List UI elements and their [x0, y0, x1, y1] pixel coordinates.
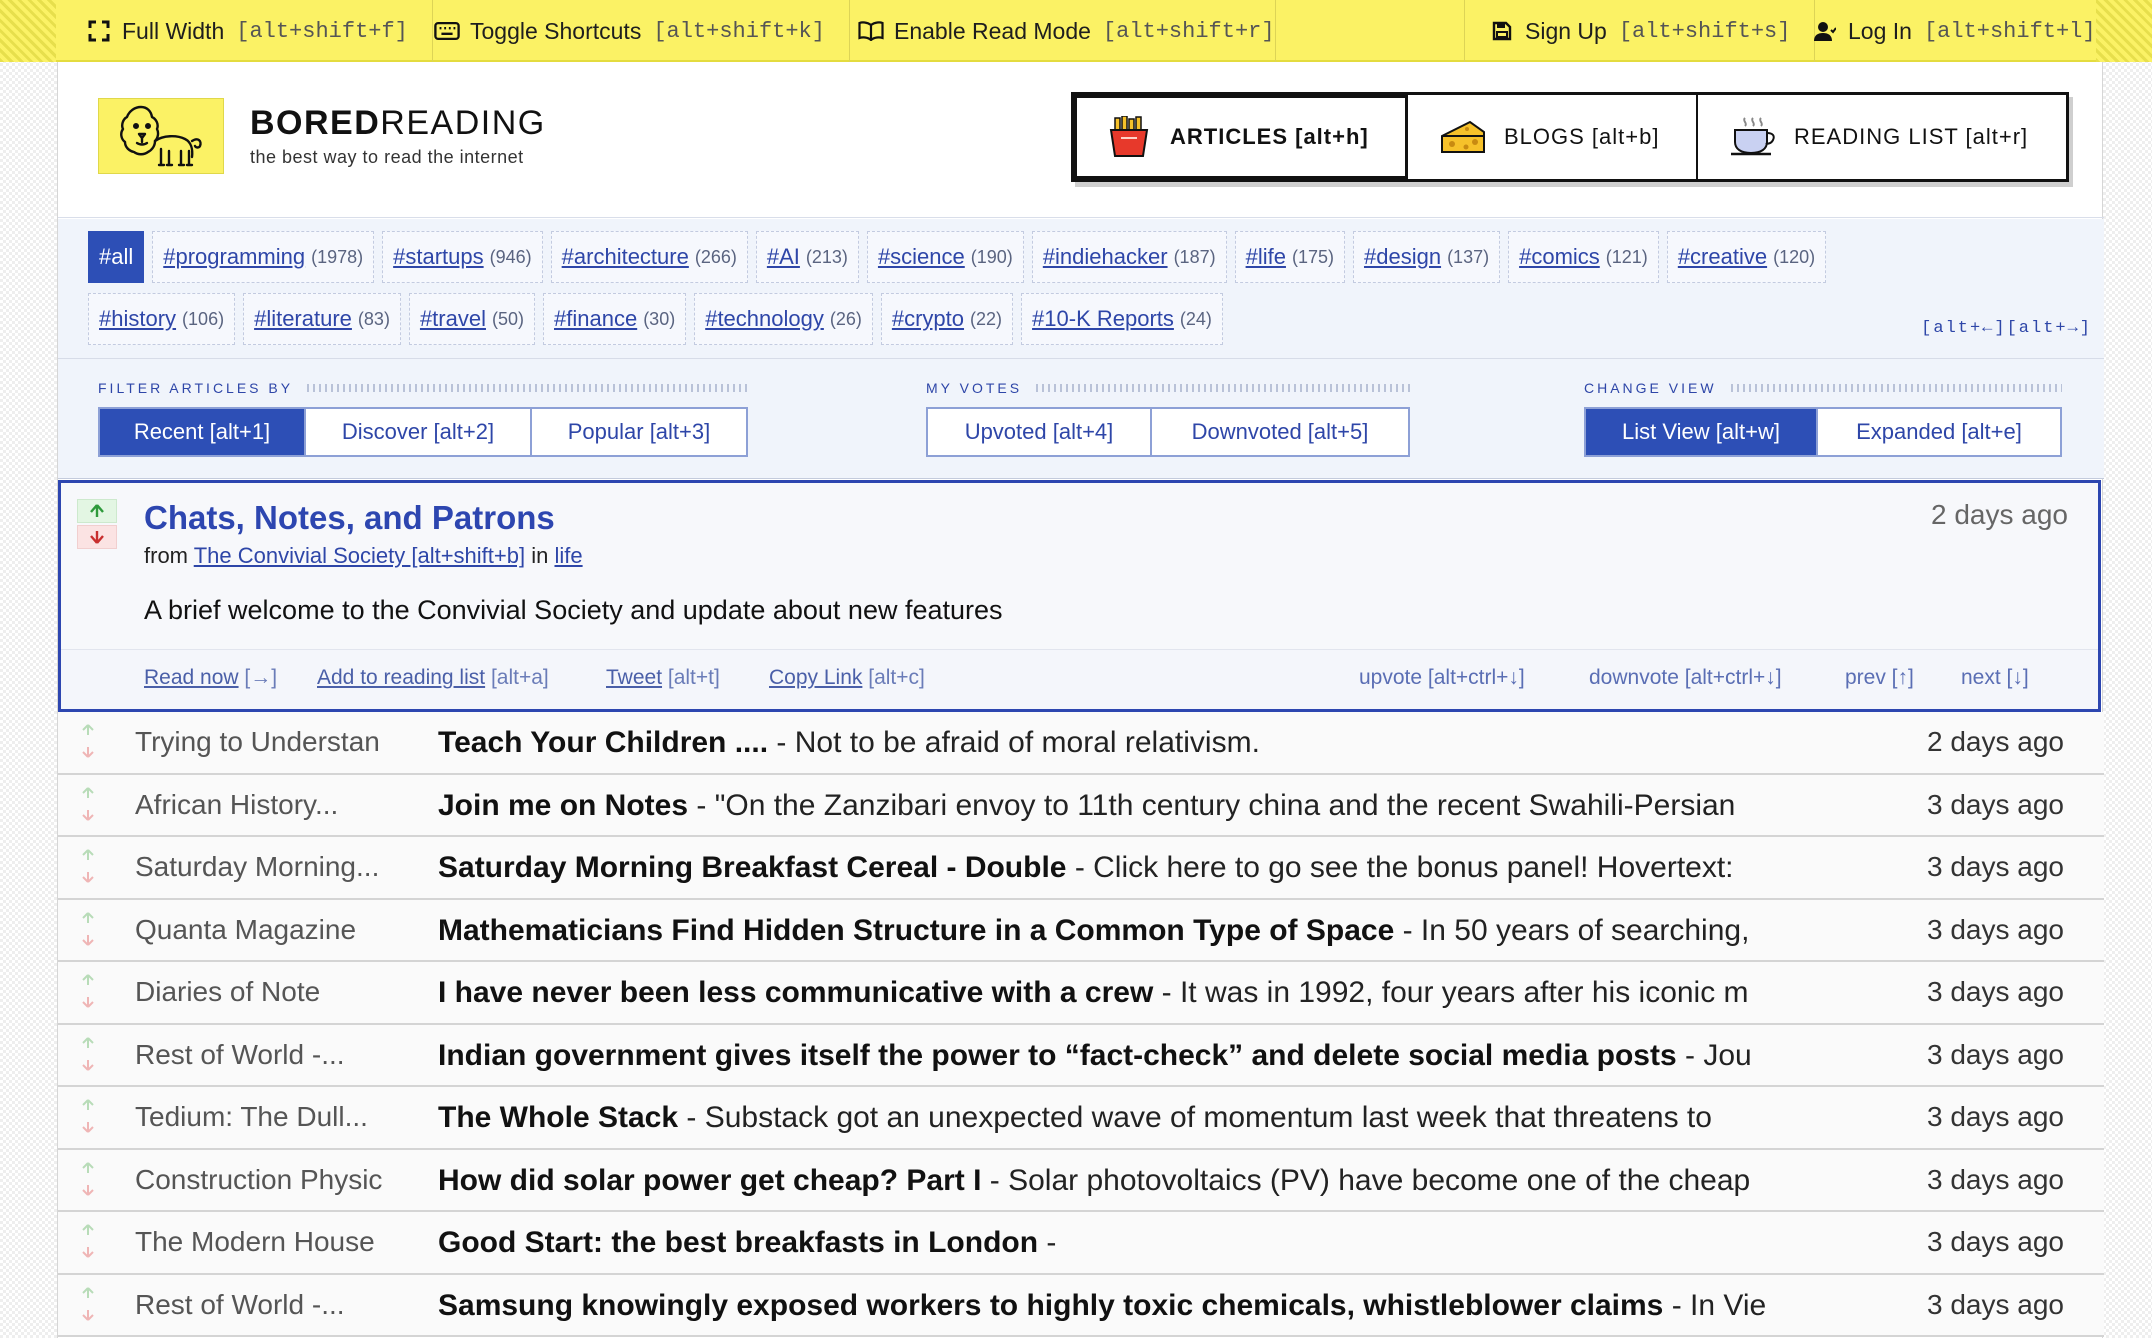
copy-link-key: [alt+c]	[868, 666, 925, 689]
article-headline[interactable]	[438, 914, 1868, 948]
tag-count: (120)	[1773, 246, 1816, 267]
article-source[interactable]: Trying to Understan	[135, 726, 380, 757]
tag-link[interactable]: #design	[1363, 244, 1442, 269]
log-in-label: Log In	[1848, 17, 1912, 44]
filter-articles-label: FILTER ARTICLES BY	[98, 380, 294, 396]
brand-name-light: READING	[380, 104, 546, 142]
article-source[interactable]: African History...	[135, 788, 339, 820]
tag-filter-bar	[58, 219, 2104, 359]
tag-row-2	[88, 293, 1223, 345]
add-reading-list-label: Add to reading list	[317, 666, 486, 689]
tag-finance[interactable]	[543, 293, 686, 345]
article-title: Teach Your Children ....	[438, 726, 769, 759]
brand-name	[250, 104, 546, 143]
row-votes	[72, 782, 104, 826]
read-now-link[interactable]	[144, 666, 277, 690]
read-now-key: [→]	[244, 666, 278, 689]
article-title: Samsung knowingly exposed workers to highly toxic chemicals, whistleblower claims	[438, 1288, 1664, 1322]
row-votes	[72, 1094, 104, 1138]
nav-blogs[interactable]	[1408, 95, 1698, 179]
brand-name-bold: BORED	[250, 104, 381, 142]
featured-source-line	[144, 543, 583, 569]
tag-architecture[interactable]	[551, 231, 748, 283]
article-title: How did solar power get cheap? Part I	[438, 1163, 982, 1197]
article-time: 3 days ago	[1927, 1226, 2064, 1257]
copy-link-label: Copy Link	[769, 666, 863, 689]
tag-count: (190)	[970, 246, 1013, 267]
tag-count: (121)	[1605, 246, 1648, 267]
article-source[interactable]: Tedium: The Dull...	[135, 1101, 368, 1132]
article-excerpt: - Jou	[1676, 1038, 1752, 1072]
nav-reading-list[interactable]	[1698, 95, 2066, 179]
article-row[interactable]	[58, 1150, 2104, 1213]
full-width-shortcut: [alt+shift+f]	[236, 18, 408, 44]
copy-link-link[interactable]	[769, 666, 925, 690]
filter-recent-button[interactable]: Recent [alt+1]	[100, 409, 306, 455]
list-view-button[interactable]: List View [alt+w]	[1586, 409, 1818, 455]
nav-articles-label: ARTICLES [alt+h]	[1170, 124, 1369, 149]
downvote-icon[interactable]	[72, 1179, 104, 1201]
row-votes	[72, 1219, 104, 1263]
article-source[interactable]: Rest of World -...	[135, 1288, 345, 1320]
article-excerpt: - Substack got an unexpected wave of momentum last week that threatens to	[678, 1101, 1712, 1134]
tag-link[interactable]: #literature	[254, 306, 352, 331]
topbar-stripe-left	[0, 0, 56, 62]
article-excerpt: - "On the Zanzibari envoy to 11th century china and the recent Swahili-Persian	[688, 788, 1736, 822]
tag-link[interactable]: #startups	[393, 244, 484, 269]
article-excerpt: -	[1038, 1226, 1057, 1259]
article-source[interactable]: Quanta Magazine	[135, 913, 357, 945]
heading-dots	[1731, 384, 2062, 392]
upvote-icon[interactable]	[72, 719, 104, 741]
article-title: Mathematicians Find Hidden Structure in a Common Type of Space	[438, 913, 1395, 947]
article-headline[interactable]	[438, 1101, 1868, 1135]
upvoted-button[interactable]: Upvoted [alt+4]	[928, 409, 1152, 455]
upvote-icon[interactable]	[72, 782, 104, 804]
tag-crypto[interactable]	[881, 293, 1013, 345]
row-votes	[72, 969, 104, 1013]
heading-dots	[307, 384, 748, 392]
featured-title[interactable]: Chats, Notes, and Patrons	[144, 499, 555, 536]
toggle-shortcuts-shortcut: [alt+shift+k]	[653, 18, 825, 44]
read-mode-label: Enable Read Mode	[894, 17, 1091, 44]
article-excerpt: - It was in 1992, four years after his iconic m	[1153, 976, 1749, 1009]
tag-link[interactable]: #history	[99, 306, 177, 331]
article-title: Good Start: the best breakfasts in London	[438, 1226, 1039, 1259]
tag-comics[interactable]	[1508, 231, 1659, 283]
tag-link[interactable]: #10-K Reports	[1032, 306, 1174, 331]
upvote-icon[interactable]	[72, 1219, 104, 1241]
fries-icon	[1104, 115, 1154, 159]
tag-count: (213)	[805, 246, 848, 267]
user-icon	[1812, 18, 1838, 44]
tag-count: (106)	[182, 308, 225, 329]
sign-up-shortcut: [alt+shift+s]	[1618, 18, 1791, 44]
add-reading-list-link[interactable]	[317, 666, 549, 690]
expand-icon	[86, 18, 112, 44]
tag-programming[interactable]	[152, 231, 374, 283]
article-headline[interactable]	[438, 1289, 1868, 1323]
article-title: The Whole Stack	[438, 1101, 679, 1134]
tag-design[interactable]	[1353, 231, 1500, 283]
my-votes-group	[926, 379, 1410, 457]
article-list	[58, 712, 2104, 1337]
tag-technology[interactable]	[694, 293, 873, 345]
add-reading-list-key: [alt+a]	[490, 666, 549, 689]
tag-link[interactable]: #finance	[554, 306, 638, 331]
tag-count: (137)	[1447, 246, 1490, 267]
tag-link[interactable]: #life	[1245, 244, 1286, 269]
log-in-button[interactable]	[1788, 0, 2120, 62]
article-source[interactable]: Diaries of Note	[135, 976, 321, 1007]
article-source[interactable]: Rest of World -...	[135, 1038, 345, 1070]
tag-link[interactable]: #architecture	[561, 244, 689, 269]
filter-bar	[58, 359, 2104, 479]
brand-tagline: the best way to read the internet	[250, 147, 524, 167]
article-excerpt: - In Vie	[1663, 1288, 1767, 1322]
row-votes	[72, 719, 104, 763]
tag-all-link[interactable]: #all	[99, 244, 134, 269]
change-view-heading	[1584, 379, 2062, 397]
article-title: Indian government gives itself the power to “fact-check” and delete social media posts	[438, 1038, 1677, 1072]
filter-popular-button[interactable]: Popular [alt+3]	[567, 419, 711, 444]
row-votes	[72, 1157, 104, 1201]
my-votes-buttons	[926, 407, 1410, 457]
article-headline[interactable]	[438, 789, 1868, 823]
article-headline[interactable]	[438, 1164, 1868, 1198]
article-row[interactable]	[58, 1025, 2104, 1088]
upvote-icon[interactable]	[72, 969, 104, 991]
article-time: 3 days ago	[1927, 788, 2064, 820]
full-width-label: Full Width	[122, 17, 225, 44]
full-width-button[interactable]	[62, 0, 433, 62]
tag-history[interactable]	[88, 293, 235, 345]
keyboard-icon	[434, 18, 460, 44]
read-mode-shortcut: [alt+shift+r]	[1102, 18, 1275, 44]
cheese-icon	[1438, 115, 1488, 159]
row-votes	[72, 844, 104, 888]
article-title: I have never been less communicative with a crew	[438, 976, 1154, 1009]
tag-startups[interactable]	[382, 231, 543, 283]
article-headline[interactable]	[438, 1039, 1868, 1073]
from-text: from	[144, 543, 188, 568]
featured-actions	[61, 649, 2098, 709]
downvote-icon[interactable]	[72, 1304, 104, 1326]
featured-votes	[77, 499, 117, 549]
downvote-icon[interactable]	[72, 1241, 104, 1263]
article-time: 3 days ago	[1927, 1038, 2064, 1070]
next-link[interactable]: next [↓]	[1961, 666, 2029, 689]
article-headline[interactable]	[438, 1226, 1868, 1260]
tag-ai[interactable]	[756, 231, 859, 283]
featured-category-link[interactable]: life	[554, 543, 583, 568]
tag-count: (187)	[1173, 246, 1216, 267]
article-row[interactable]	[58, 962, 2104, 1025]
downvote-icon[interactable]	[72, 929, 104, 951]
tag-count: (50)	[491, 308, 524, 329]
tag-link[interactable]: #AI	[766, 244, 800, 269]
downvote-icon[interactable]	[72, 1116, 104, 1138]
main-container	[57, 62, 2103, 1338]
prev-link[interactable]: prev [↑]	[1845, 666, 1914, 689]
upvote-shortcut-link[interactable]: upvote [alt+ctrl+↓]	[1359, 666, 1525, 689]
article-row[interactable]	[58, 1275, 2104, 1338]
nav-reading-list-label: READING LIST [alt+r]	[1794, 124, 2029, 149]
heading-dots	[1036, 384, 1410, 392]
tag-creative[interactable]	[1667, 231, 1826, 283]
upvote-icon[interactable]	[77, 499, 117, 523]
upvote-icon[interactable]	[72, 844, 104, 866]
filter-articles-group	[98, 379, 748, 457]
article-headline[interactable]	[438, 726, 1868, 760]
tag-count: (1978)	[311, 246, 364, 267]
article-time: 3 days ago	[1927, 1101, 2064, 1132]
filter-articles-buttons	[98, 407, 748, 457]
change-view-label: CHANGE VIEW	[1584, 380, 1717, 396]
tag-10k-reports[interactable]	[1021, 293, 1223, 345]
read-now-label: Read now	[144, 666, 239, 689]
tag-link[interactable]: #technology	[705, 306, 824, 331]
article-excerpt: - Not to be afraid of moral relativism.	[768, 726, 1260, 759]
article-headline[interactable]	[438, 976, 1868, 1010]
tag-link[interactable]: #travel	[419, 306, 486, 331]
featured-description: A brief welcome to the Convivial Society and update about new features	[144, 595, 1003, 625]
change-view-buttons	[1584, 407, 2062, 457]
filter-discover-button[interactable]: Discover [alt+2]	[306, 409, 532, 455]
save-icon	[1489, 18, 1515, 44]
tag-indiehacker[interactable]	[1032, 231, 1227, 283]
article-time: 3 days ago	[1927, 1163, 2064, 1195]
article-row[interactable]	[58, 712, 2104, 775]
downvote-icon[interactable]	[72, 866, 104, 888]
sign-up-button[interactable]	[1464, 0, 1815, 62]
upvote-icon[interactable]	[72, 1094, 104, 1116]
nav-blogs-label: BLOGS [alt+b]	[1504, 124, 1660, 149]
top-shortcut-bar	[0, 0, 2152, 62]
lion-logo-icon[interactable]	[98, 98, 224, 174]
tag-literature[interactable]	[243, 293, 401, 345]
tag-link[interactable]: #indiehacker	[1042, 244, 1168, 269]
downvote-icon[interactable]	[77, 525, 117, 549]
tag-life[interactable]	[1235, 231, 1345, 283]
upvote-icon[interactable]	[72, 907, 104, 929]
article-source[interactable]: Construction Physic	[135, 1163, 383, 1195]
featured-time: 2 days ago	[1931, 499, 2068, 530]
tag-link[interactable]: #science	[877, 244, 965, 269]
article-time: 3 days ago	[1927, 851, 2064, 882]
tag-count: (266)	[694, 246, 737, 267]
tag-count: (24)	[1179, 308, 1212, 329]
change-view-group	[1584, 379, 2062, 457]
tag-all[interactable]	[88, 231, 144, 283]
row-votes	[72, 907, 104, 951]
tag-nav-shortcut: [alt+←][alt+→]	[1921, 319, 2092, 338]
article-row[interactable]	[58, 837, 2104, 900]
log-in-shortcut: [alt+shift+l]	[1923, 18, 2096, 44]
tag-count: (22)	[970, 308, 1003, 329]
my-votes-label: MY VOTES	[926, 380, 1023, 396]
tag-row-1	[88, 231, 1826, 283]
downvote-icon[interactable]	[72, 991, 104, 1013]
article-time: 2 days ago	[1927, 726, 2064, 757]
teacup-icon	[1728, 115, 1778, 159]
article-title: Join me on Notes	[438, 788, 689, 822]
my-votes-heading	[926, 379, 1410, 397]
downvoted-button[interactable]: Downvoted [alt+5]	[1191, 419, 1369, 444]
upvote-icon[interactable]	[72, 1282, 104, 1304]
article-row[interactable]	[58, 1212, 2104, 1275]
main-nav	[1071, 92, 2069, 182]
tag-link[interactable]: #comics	[1519, 244, 1600, 269]
downvote-icon[interactable]	[72, 741, 104, 763]
tweet-key: [alt+t]	[667, 666, 720, 689]
article-row[interactable]	[58, 900, 2104, 963]
tag-link[interactable]: #creative	[1677, 244, 1768, 269]
downvote-icon[interactable]	[72, 1054, 104, 1076]
book-icon	[858, 18, 884, 44]
in-text: in	[531, 543, 549, 568]
tag-count: (26)	[829, 308, 862, 329]
tag-travel[interactable]	[409, 293, 535, 345]
brand[interactable]	[250, 104, 546, 168]
article-headline[interactable]	[438, 851, 1868, 885]
featured-source-link[interactable]: The Convivial Society [alt+shift+b]	[193, 543, 526, 568]
nav-articles[interactable]	[1074, 95, 1408, 179]
tag-link[interactable]: #programming	[163, 244, 306, 269]
tag-link[interactable]: #crypto	[891, 306, 965, 331]
article-time: 3 days ago	[1927, 976, 2064, 1007]
article-excerpt: - Click here to go see the bonus panel! Hovertext:	[1066, 851, 1734, 884]
tag-count: (30)	[643, 308, 676, 329]
article-time: 3 days ago	[1927, 913, 2064, 945]
downvote-shortcut-link[interactable]: downvote [alt+ctrl+↓]	[1589, 666, 1782, 689]
toggle-shortcuts-button[interactable]	[410, 0, 850, 62]
read-mode-button[interactable]	[834, 0, 1276, 62]
toggle-shortcuts-label: Toggle Shortcuts	[470, 17, 642, 44]
downvote-icon[interactable]	[72, 804, 104, 826]
site-header	[58, 62, 2104, 218]
article-source[interactable]: The Modern House	[135, 1226, 375, 1257]
expanded-view-button[interactable]: Expanded [alt+e]	[1856, 419, 2022, 444]
upvote-icon[interactable]	[72, 1157, 104, 1179]
tag-science[interactable]	[867, 231, 1024, 283]
tweet-link[interactable]	[606, 666, 720, 690]
article-excerpt: - In 50 years of searching,	[1394, 913, 1750, 947]
row-votes	[72, 1032, 104, 1076]
article-source[interactable]: Saturday Morning...	[135, 851, 380, 882]
featured-article[interactable]	[58, 480, 2101, 712]
tag-count: (946)	[489, 246, 532, 267]
tag-count: (83)	[357, 308, 390, 329]
article-row[interactable]	[58, 1087, 2104, 1150]
row-votes	[72, 1282, 104, 1326]
filter-articles-heading	[98, 379, 748, 397]
article-time: 3 days ago	[1927, 1288, 2064, 1320]
tweet-label: Tweet	[606, 666, 663, 689]
article-title: Saturday Morning Breakfast Cereal - Double	[438, 851, 1067, 884]
sign-up-label: Sign Up	[1525, 17, 1607, 44]
article-row[interactable]	[58, 775, 2104, 838]
upvote-icon[interactable]	[72, 1032, 104, 1054]
tag-count: (175)	[1291, 246, 1334, 267]
article-excerpt: - Solar photovoltaics (PV) have become one of the cheap	[981, 1163, 1751, 1197]
